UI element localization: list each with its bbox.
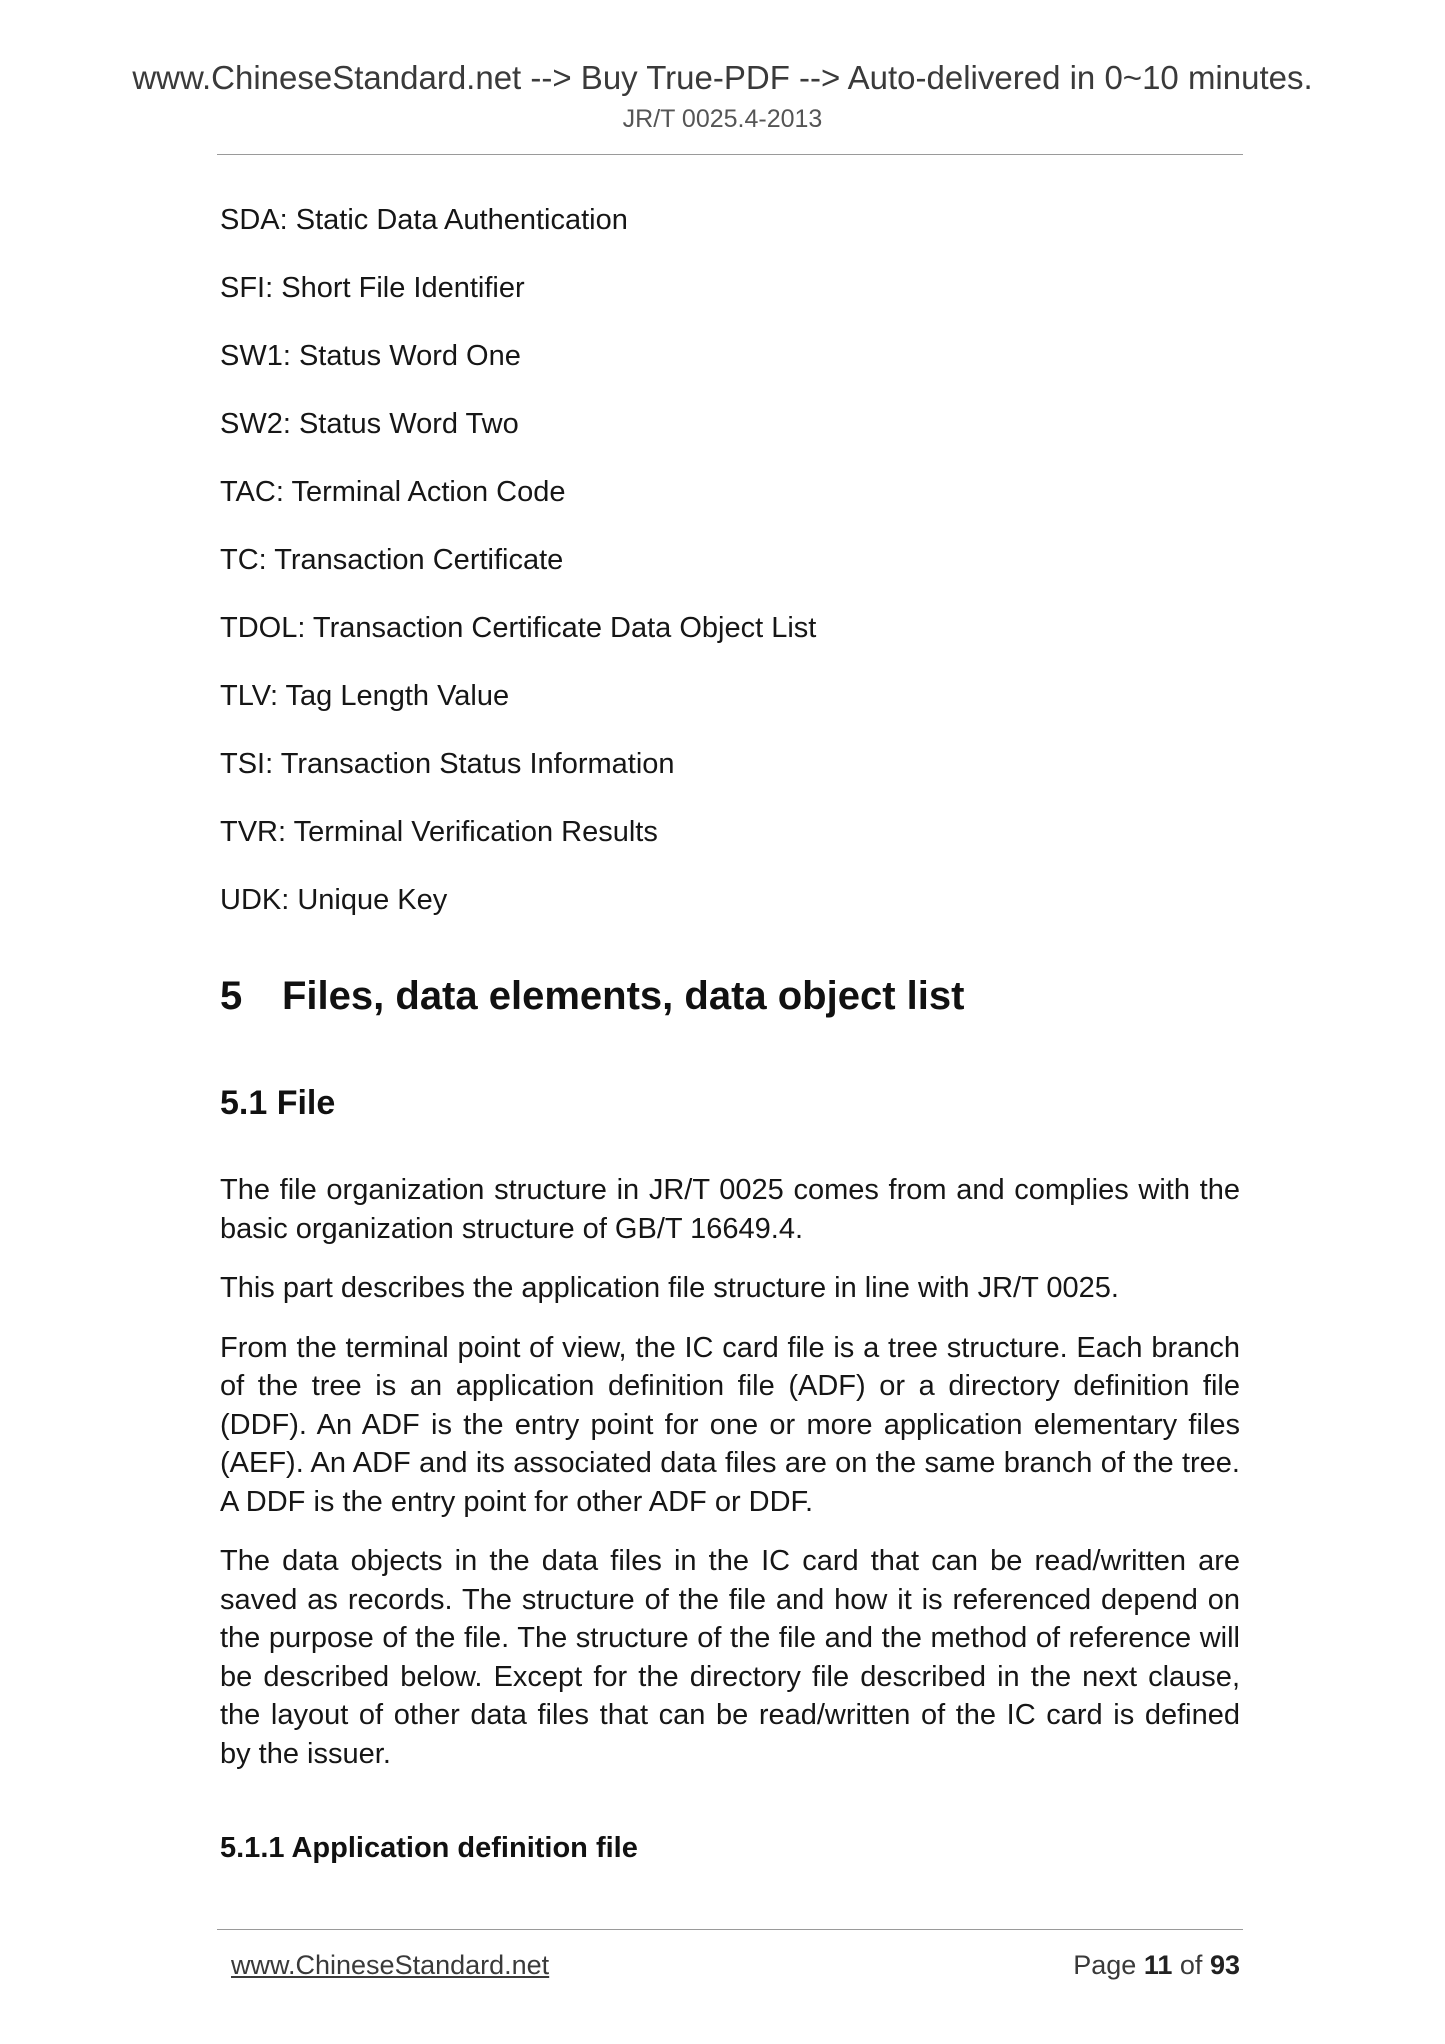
abbreviation-list: [220, 200, 1240, 948]
page-word: Page: [1073, 1950, 1137, 1980]
page-of: of: [1179, 1950, 1203, 1980]
abbreviation-item: TC: Transaction Certificate: [220, 544, 564, 576]
section-5-title: Files, data elements, data object list: [282, 974, 965, 1018]
abbreviation-item: TAC: Terminal Action Code: [220, 476, 566, 508]
abbreviation-item: TSI: Transaction Status Information: [220, 748, 675, 780]
section-5-1-heading: 5.1 File: [220, 1084, 336, 1122]
abbreviation-item: SW1: Status Word One: [220, 340, 521, 372]
section-5-heading: [220, 972, 964, 1020]
header-divider: [217, 154, 1243, 155]
section-5-1-1-heading: 5.1.1 Application definition file: [220, 1832, 638, 1864]
section-5-1-body: [220, 1171, 1240, 1794]
paragraph: From the terminal point of view, the IC card file is a tree structure. Each branch of the tree is an application definition file (ADF) or a directory definition file (DDF). An ADF is the entry point for one or more application elementary files (AEF). An ADF and its associated data files are on the same branch of the tree. A DDF is the entry point for other ADF or DDF.: [220, 1331, 1240, 1518]
abbreviation-item: TVR: Terminal Verification Results: [220, 816, 658, 848]
paragraph: The file organization structure in JR/T 0025 comes from and complies with the basic organization structure of GB/T 16649.4.: [220, 1174, 1240, 1245]
abbreviation-item: SFI: Short File Identifier: [220, 272, 525, 304]
header-banner: www.ChineseStandard.net --> Buy True-PDF --> Auto-delivered in 0~10 minutes.: [132, 59, 1313, 96]
page-total: 93: [1209, 1950, 1240, 1980]
abbreviation-item: SDA: Static Data Authentication: [220, 204, 628, 236]
paragraph: The data objects in the data files in the IC card that can be read/written are saved as records. The structure of the file and how it is referenced depend on the purpose of the file. The structure of the file and the method of reference will be described below. Except for the directory file described in the next clause, the layout of other data files that can be read/written of the IC card is defined by the issuer.: [220, 1545, 1240, 1770]
footer-website-link[interactable]: www.ChineseStandard.net: [231, 1950, 550, 1980]
section-5-number: 5: [220, 974, 243, 1018]
paragraph: This part describes the application file structure in line with JR/T 0025.: [220, 1272, 1119, 1304]
footer-divider: [217, 1929, 1243, 1930]
abbreviation-item: SW2: Status Word Two: [220, 408, 519, 440]
page-number: [1073, 1948, 1240, 1982]
page-current: 11: [1143, 1950, 1173, 1980]
abbreviation-item: TLV: Tag Length Value: [220, 680, 510, 712]
abbreviation-item: TDOL: Transaction Certificate Data Object List: [220, 612, 817, 644]
abbreviation-item: UDK: Unique Key: [220, 884, 448, 916]
document-code: JR/T 0025.4-2013: [622, 105, 823, 133]
